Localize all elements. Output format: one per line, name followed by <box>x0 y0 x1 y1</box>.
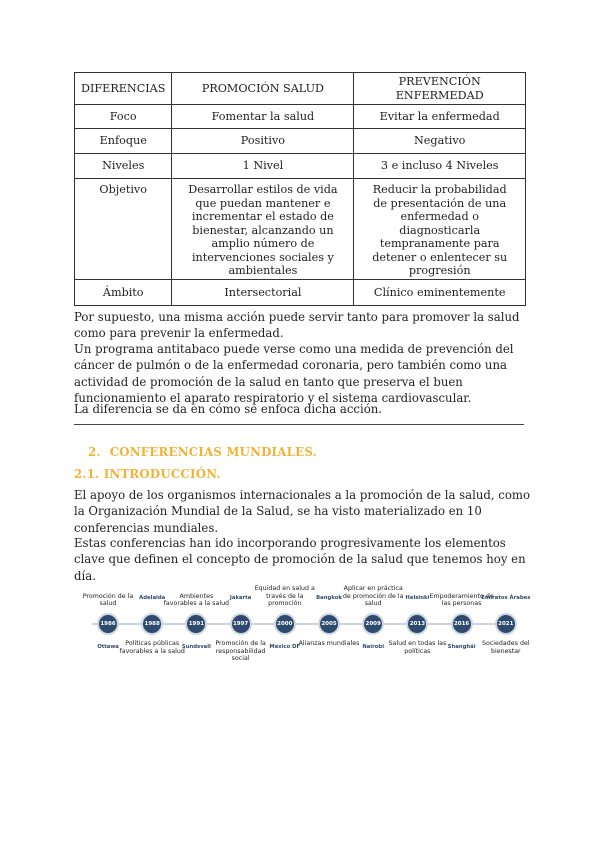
row-label: Foco <box>75 105 172 129</box>
divider <box>74 424 524 425</box>
timeline-city: Emiratos Árabes <box>481 595 531 601</box>
prevencion-cell: Negativo <box>354 129 526 154</box>
timeline-city: Jakarta <box>229 595 252 601</box>
table-row <box>75 129 526 154</box>
timeline-node: 1991 <box>185 613 207 635</box>
subsection-heading: 2.1. INTRODUCCIÓN. <box>74 467 221 481</box>
paragraph: El apoyo de los organismos internacionales a la promoción de la salud, como la Organización Mundial de la Salud, se ha visto materializado en 10 conferencias mundiales. <box>74 488 531 535</box>
paragraph: Un programa antitabaco puede verse como una medida de prevención del cáncer de pulmón o de la enfermedad coronaria, pero también como una actividad de promoción de la salud en tanto que preserva el buen funcionamiento el aparato respiratorio y el sistema cardiovascular. <box>74 342 514 405</box>
timeline-topic: Promoción de la salud <box>82 592 134 608</box>
timeline-topic: Políticas públicas favorables a la salud <box>119 640 185 655</box>
conference-timeline <box>74 566 531 696</box>
paragraph: Estas conferencias han ido incorporando progresivamente los elementos clave que definen el concepto de promoción de la salud que tenemos hoy en día. <box>74 536 526 583</box>
timeline-city: Shanghái <box>447 644 476 650</box>
timeline-node: 2000 <box>274 613 296 635</box>
timeline-city: Adelaida <box>139 595 166 601</box>
table-row <box>75 280 526 306</box>
timeline-node: 1997 <box>230 613 252 635</box>
promocion-cell: 1 Nivel <box>172 154 354 179</box>
timeline-node: 2009 <box>362 613 384 635</box>
timeline-topic: Equidad en salud a través de la promoción <box>254 585 315 608</box>
timeline-node: 1986 <box>97 613 119 635</box>
table-row <box>75 105 526 129</box>
section-number: 2. <box>88 445 101 459</box>
promocion-cell: Intersectorial <box>172 280 354 306</box>
row-label: Objetivo <box>75 179 172 280</box>
paragraph: La diferencia se da en cómo se enfoca dicha acción. <box>74 402 382 416</box>
table-row <box>75 179 526 280</box>
timeline-topic: Salud en todas las políticas <box>388 640 447 655</box>
table-row <box>75 154 526 179</box>
timeline-topic: Aplicar en práctica de promoción de la salud <box>342 585 404 608</box>
prevencion-cell: Clínico eminentemente <box>354 280 526 306</box>
section-heading <box>88 445 317 459</box>
timeline-city: Nairobi <box>362 644 385 650</box>
timeline-city: México DF <box>269 644 301 650</box>
row-label: Niveles <box>75 154 172 179</box>
timeline-city: Bangkok <box>316 595 342 601</box>
section-title: CONFERENCIAS MUNDIALES. <box>109 445 317 459</box>
timeline-topic: Promoción de la responsabilidad social <box>215 640 266 663</box>
header-diferencias: DIFERENCIAS <box>75 73 172 105</box>
header-promocion: PROMOCIÓN SALUD <box>172 73 354 105</box>
timeline-node: 2013 <box>406 613 428 635</box>
promocion-cell: Fomentar la salud <box>172 105 354 129</box>
promocion-cell: Desarrollar estilos de vida que puedan mantener e incrementar el estado de bienestar, alcanzando un amplio número de intervenciones sociales y ambientales <box>172 179 354 280</box>
paragraph: Por supuesto, una misma acción puede servir tanto para promover la salud como para prevenir la enfermedad. <box>74 310 520 341</box>
timeline-node: 1988 <box>141 613 163 635</box>
timeline-topic: Empoderamiento de las personas <box>429 592 494 608</box>
timeline-node: 2016 <box>451 613 473 635</box>
prevencion-cell: Reducir la probabilidad de presentación de una enfermedad o diagnosticarla tempranamente para detener o enlentecer su progresión <box>354 179 526 280</box>
timeline-node: 2021 <box>495 613 517 635</box>
header-prevencion: PREVENCIÓN ENFERMEDAD <box>354 73 526 105</box>
timeline-topic: Sociedades del bienestar <box>482 640 530 655</box>
row-label: Enfoque <box>75 129 172 154</box>
row-label: Ámbito <box>75 280 172 306</box>
timeline-node: 2005 <box>318 613 340 635</box>
timeline-city: Helsinki <box>405 595 430 601</box>
timeline-city: Sundsvall <box>181 644 211 650</box>
table-header-row <box>75 73 526 105</box>
prevencion-cell: Evitar la enfermedad <box>354 105 526 129</box>
promocion-cell: Positivo <box>172 129 354 154</box>
prevencion-cell: 3 e incluso 4 Niveles <box>354 154 526 179</box>
timeline-topic: Alianzas mundiales <box>298 640 360 647</box>
timeline-city: Ottawa <box>97 644 119 650</box>
timeline-topic: Ambientes favorables a la salud <box>163 592 230 608</box>
differences-table <box>74 72 526 306</box>
